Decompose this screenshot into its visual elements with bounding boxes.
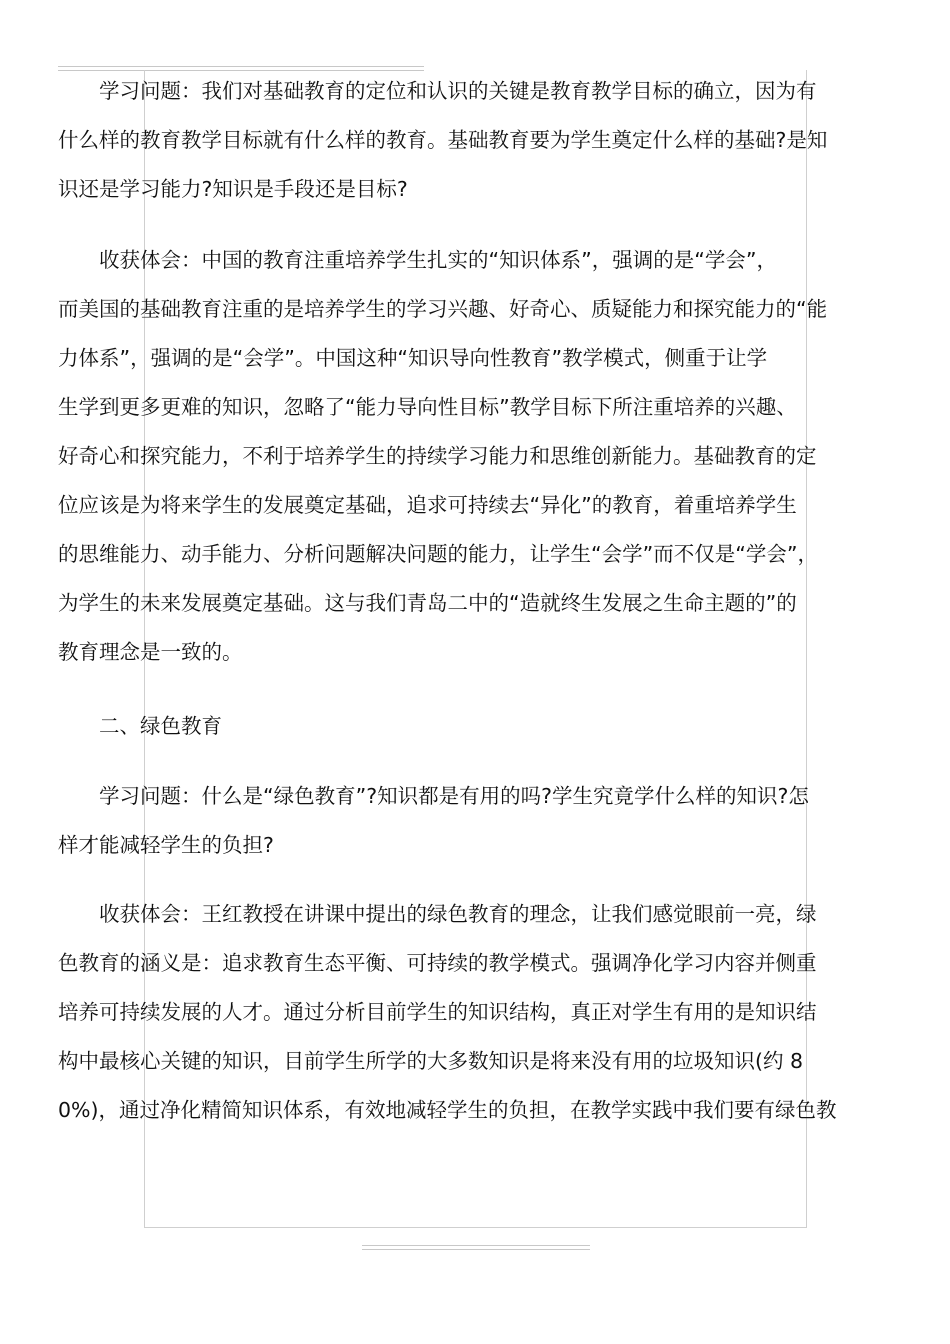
text-line: 收获体会：王红教授在讲课中提出的绿色教育的理念，让我们感觉眼前一亮，绿: [58, 902, 817, 926]
text-line: 生学到更多更难的知识，忽略了“能力导向性目标”教学目标下所注重培养的兴趣、: [58, 395, 797, 419]
text-line: 学习问题：我们对基础教育的定位和认识的关键是教育教学目标的确立，因为有: [58, 79, 817, 103]
text-line: 色教育的涵义是：追求教育生态平衡、可持续的教学模式。强调净化学习内容并侧重: [58, 951, 817, 975]
bottom-frame-line: [144, 1227, 807, 1228]
text-line: 什么样的教育教学目标就有什么样的教育。基础教育要为学生奠定什么样的基础?是知: [58, 128, 828, 152]
text-line: 构中最核心关键的知识，目前学生所学的大多数知识是将来没有用的垃圾知识(约 8: [58, 1049, 804, 1073]
text-line: 收获体会：中国的教育注重培养学生扎实的“知识体系”，强调的是“学会”，: [58, 248, 777, 272]
text-line: 学习问题：什么是“绿色教育”?知识都是有用的吗?学生究竟学什么样的知识?怎: [58, 784, 809, 808]
heading-line: 二、绿色教育: [58, 714, 222, 738]
text-line: 教育理念是一致的。: [58, 640, 243, 664]
text-line: 好奇心和探究能力，不利于培养学生的持续学习能力和思维创新能力。基础教育的定: [58, 444, 817, 468]
text-line: 力体系”，强调的是“会学”。中国这种“知识导向性教育”教学模式，侧重于让学: [58, 346, 768, 370]
text-line: 的思维能力、动手能力、分析问题解决问题的能力，让学生“会学”而不仅是“学会”，: [58, 542, 818, 566]
bottom-frame-rule: [362, 1245, 590, 1250]
text-line: 而美国的基础教育注重的是培养学生的学习兴趣、好奇心、质疑能力和探究能力的“能: [58, 297, 828, 321]
text-line: 培养可持续发展的人才。通过分析目前学生的知识结构，真正对学生有用的是知识结: [58, 1000, 817, 1024]
paragraph-reflection-2: [58, 890, 900, 1135]
paragraph-study-question-2: [58, 772, 900, 870]
paragraph-reflection-1: [58, 236, 900, 677]
section-heading: [58, 702, 900, 751]
text-line: 位应该是为将来学生的发展奠定基础，追求可持续去“异化”的教育，着重培养学生: [58, 493, 797, 517]
text-line: 0%)，通过净化精简知识体系，有效地减轻学生的负担，在教学实践中我们要有绿色教: [58, 1098, 837, 1122]
text-line: 样才能减轻学生的负担?: [58, 833, 274, 857]
paragraph-study-question-1: [58, 67, 900, 214]
text-line: 为学生的未来发展奠定基础。这与我们青岛二中的“造就终生发展之生命主题的”的: [58, 591, 797, 615]
text-line: 识还是学习能力?知识是手段还是目标?: [58, 177, 408, 201]
